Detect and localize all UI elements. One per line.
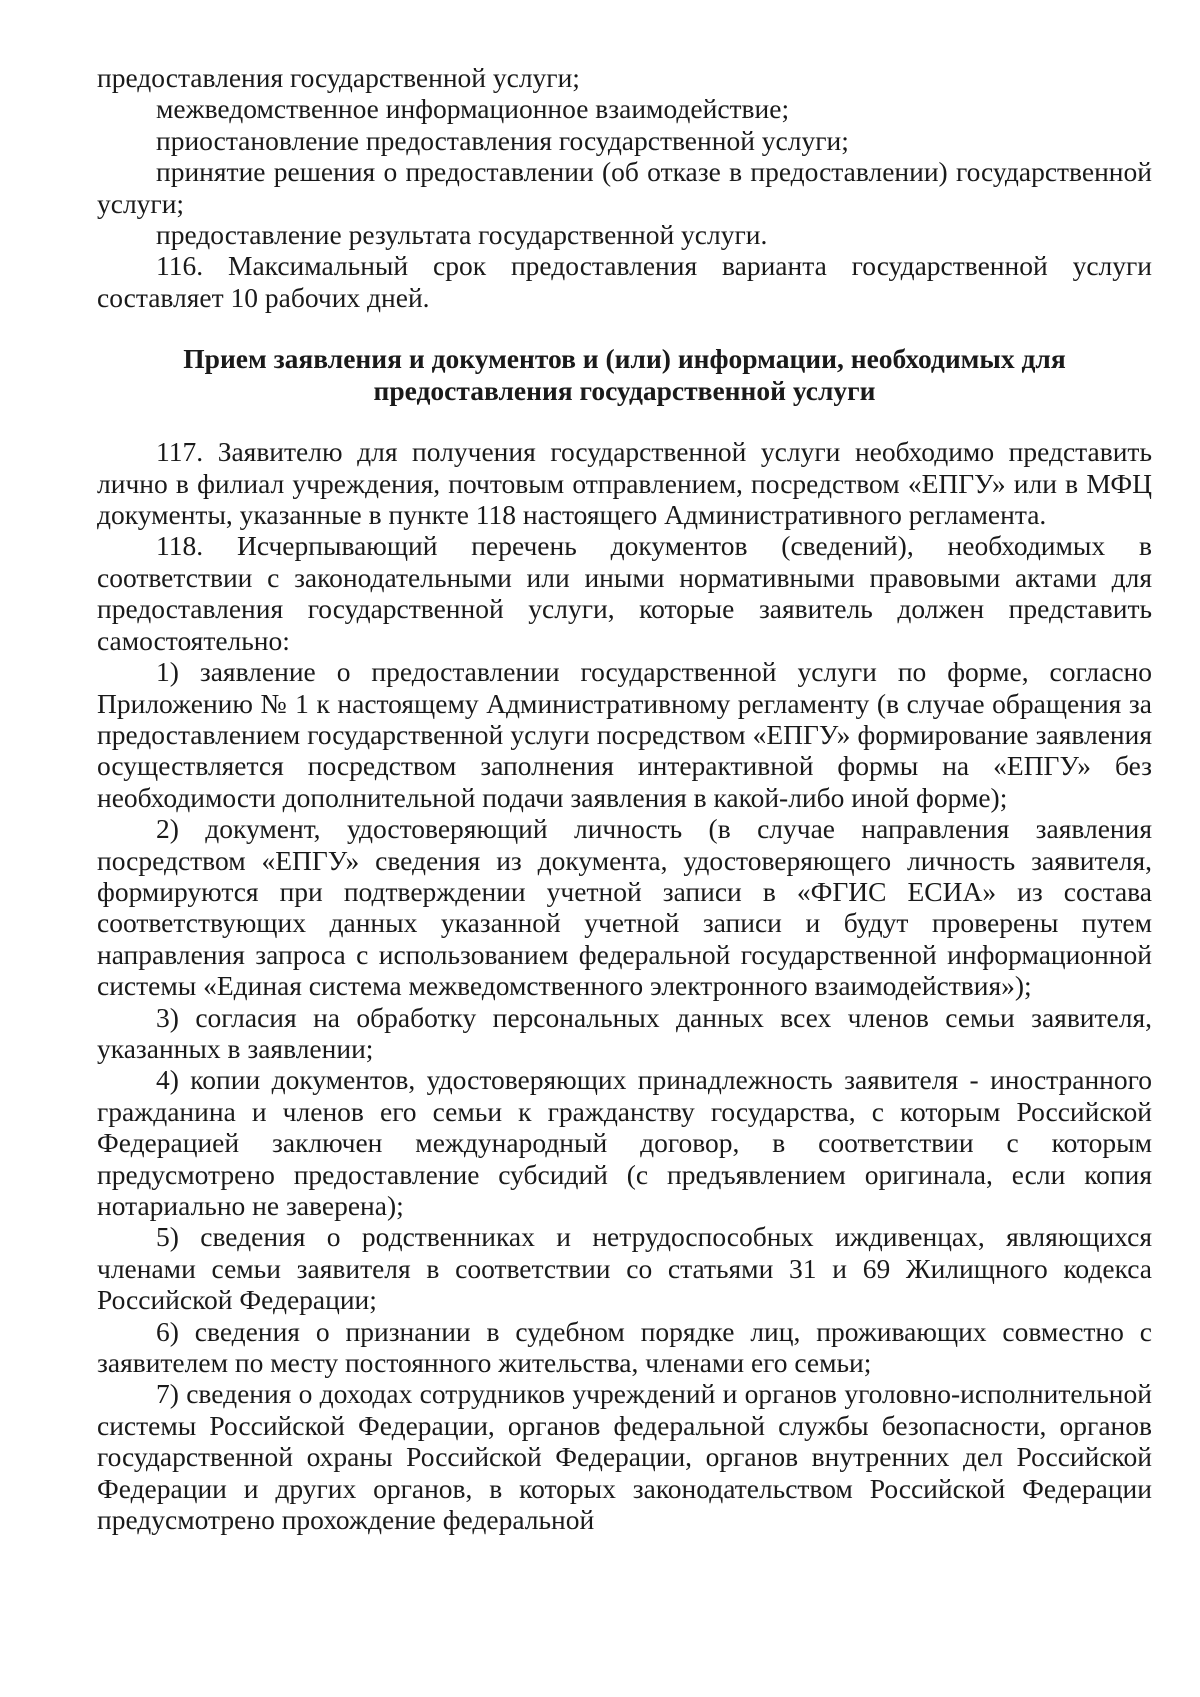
list-item-1: 1) заявление о предоставлении государственной услуги по форме, согласно Приложению № 1 к настоящему Административному регламенту (в случае обращения за предоставлением государственной услуги посредством «ЕПГУ» формирование заявления осуществляется посредством заполнения интерактивной формы на «ЕПГУ» без необходимости дополнительной подачи заявления в какой-либо иной форме); bbox=[97, 656, 1152, 813]
section-heading-line-1: Прием заявления и документов и (или) информации, необходимых для bbox=[183, 343, 1066, 375]
list-item-5: 5) сведения о родственниках и нетрудоспособных иждивенцах, являющихся членами семьи заявителя в соответствии со статьями 31 и 69 Жилищного кодекса Российской Федерации; bbox=[97, 1221, 1152, 1316]
intro-line-5: предоставление результата государственной услуги. bbox=[156, 219, 768, 251]
list-item-7: 7) сведения о доходах сотрудников учреждений и органов уголовно-исполнительной системы Российской Федерации, органов федеральной службы безопасности, органов государственной охраны Российской Федерации, органов внутренних дел Российской Федерации и других органов, в которых законодательством Российской Федерации предусмотрено прохождение федеральной bbox=[97, 1378, 1152, 1536]
intro-line-1: предоставления государственной услуги; bbox=[97, 62, 580, 93]
list-item-4: 4) копии документов, удостоверяющих принадлежность заявителя - иностранного гражданина и членов его семьи к гражданству государства, с которым Российской Федерацией заключен международный договор, в соответствии с которым предусмотрено предоставление субсидий (с предъявлением оригинала, если копия нотариально не заверена); bbox=[97, 1064, 1152, 1221]
intro-line-3: приостановление предоставления государственной услуги; bbox=[156, 124, 849, 156]
list-item-2: 2) документ, удостоверяющий личность (в случае направления заявления посредством «ЕПГУ» сведения из документа, удостоверяющего личность заявителя, формируются при подтверждении учетной записи в «ФГИС ЕСИА» из состава соответствующих данных указанной учетной записи и будут проверены путем направления запроса с использованием федеральной государственной информационной системы «Единая система межведомственного электронного взаимодействия»); bbox=[97, 813, 1152, 1002]
section-heading-line-2: предоставления государственной услуги bbox=[373, 375, 876, 407]
section-heading bbox=[97, 343, 1152, 407]
paragraph-117: 117. Заявителю для получения государственной услуги необходимо представить лично в филиал учреждения, почтовым отправлением, посредством «ЕПГУ» или в МФЦ документы, указанные в пункте 118 настоящего Административного регламента. bbox=[97, 436, 1152, 531]
intro-line-4: принятие решения о предоставлении (об отказе в предоставлении) государственной услуги; bbox=[97, 156, 1152, 219]
list-item-3: 3) согласия на обработку персональных данных всех членов семьи заявителя, указанных в заявлении; bbox=[97, 1001, 1152, 1064]
document-body bbox=[97, 62, 1152, 1535]
list-item-6: 6) сведения о признании в судебном порядке лиц, проживающих совместно с заявителем по месту постоянного жительства, членами его семьи; bbox=[97, 1315, 1152, 1379]
intro-line-2: межведомственное информационное взаимодействие; bbox=[156, 93, 790, 125]
paragraph-116: 116. Максимальный срок предоставления варианта государственной услуги составляет 10 рабочих дней. bbox=[97, 250, 1152, 313]
paragraph-118: 118. Исчерпывающий перечень документов (сведений), необходимых в соответствии с законодательными или иными нормативными правовыми актами для предоставления государственной услуги, которые заявитель должен представить самостоятельно: bbox=[97, 530, 1152, 656]
